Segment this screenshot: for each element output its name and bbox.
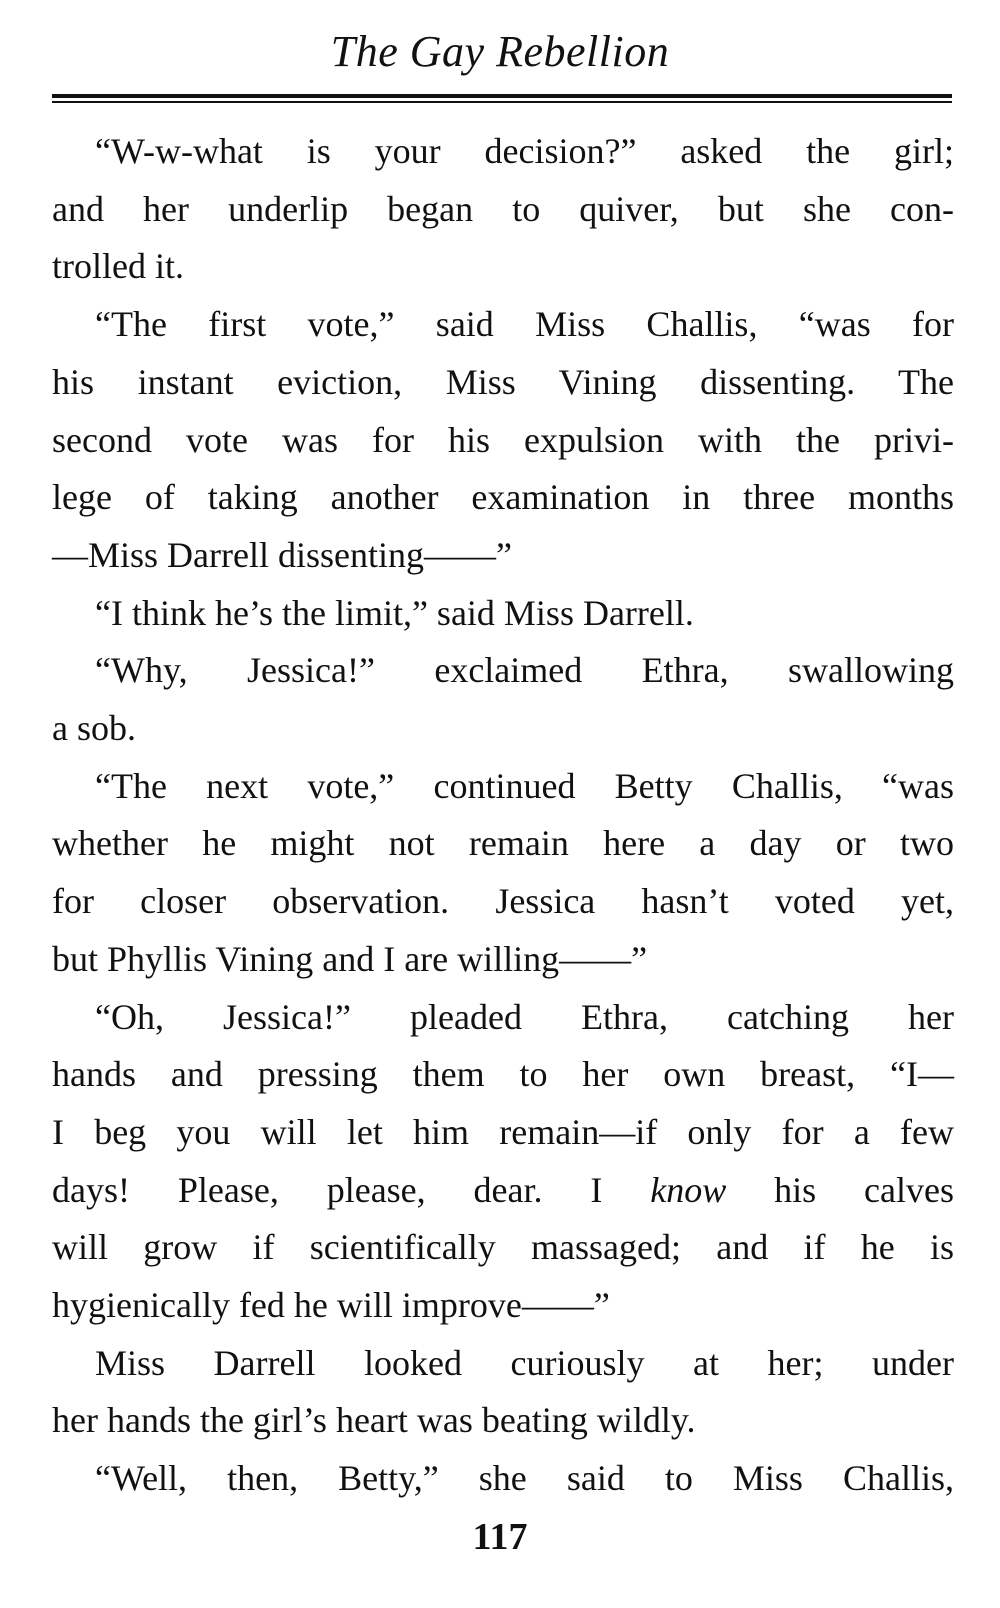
text-line: hygienically fed he will improve——” [52,1285,610,1326]
text-line: for closer observation. Jessica hasn’t voted yet, [52,881,954,922]
paragraph-3 [52,585,954,643]
text-line: “The first vote,” said Miss Challis, “was for [95,304,954,345]
text-line: “I think he’s the limit,” said Miss Darrell. [95,592,694,633]
text-line: “Why, Jessica!” exclaimed Ethra, swallowing [95,650,954,691]
text-line: his instant eviction, Miss Vining dissenting. The [52,361,954,402]
italic-word: know [650,1169,727,1210]
text-line: “Well, then, Betty,” she said to Miss Challis, [95,1458,954,1499]
running-head: The Gay Rebellion [330,27,670,76]
text-line: and her underlip began to quiver, but she con- [52,188,954,229]
text-line: I beg you will let him remain—if only for a few [52,1111,954,1152]
text-line: Miss Darrell looked curiously at her; under [95,1342,954,1383]
text-line: hands and pressing them to her own breast, “I— [52,1054,954,1095]
header-rule-thick [52,94,952,98]
body-text [52,123,954,1508]
text-line: will grow if scientifically massaged; and if he is [52,1227,954,1268]
paragraph-4 [52,642,954,757]
paragraph-1 [52,123,954,296]
paragraph-5 [52,758,954,989]
paragraph-7 [52,1335,954,1450]
text-segment: his calves [726,1169,954,1210]
text-segment: days! Please, please, dear. I [52,1169,651,1210]
text-line: “W-w-what is your decision?” asked the girl; [95,131,954,171]
text-line: a sob. [52,708,136,749]
text-line: second vote was for his expulsion with the privi- [52,419,954,460]
text-line: “Oh, Jessica!” pleaded Ethra, catching her [95,996,954,1037]
header-rule-thin [52,101,952,103]
text-line: “The next vote,” continued Betty Challis, “was [95,765,954,806]
paragraph-8 [52,1450,954,1508]
text-line-with-italic [52,1162,954,1220]
paragraph-6 [52,989,954,1335]
text-line: her hands the girl’s heart was beating wildly. [52,1400,696,1441]
text-line: but Phyllis Vining and I are willing——” [52,938,648,979]
paragraph-2 [52,296,954,585]
text-line: whether he might not remain here a day or two [52,823,954,864]
page-number: 117 [472,1516,528,1558]
text-line: —Miss Darrell dissenting——” [52,534,512,575]
text-line: lege of taking another examination in three months [52,477,954,518]
text-line: trolled it. [52,246,184,287]
